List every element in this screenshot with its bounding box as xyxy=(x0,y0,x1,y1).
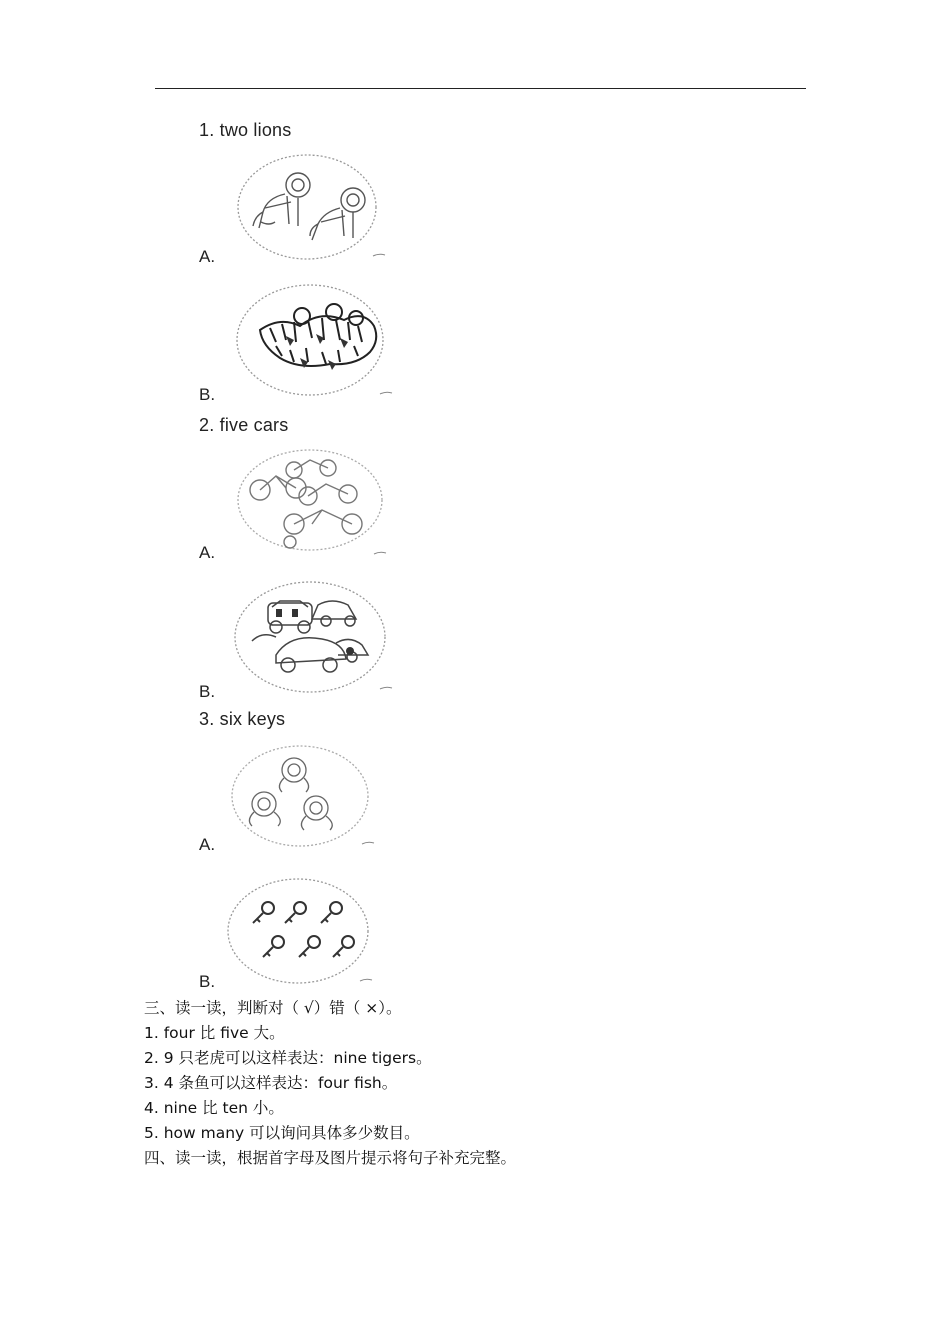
option-2a-letter: A. xyxy=(199,543,216,562)
two-lions-picture xyxy=(235,150,395,265)
section-3-item-3: 3. 4 条鱼可以这样表达：four fish。 xyxy=(144,1074,398,1092)
section-3-item-5: 5. how many 可以询问具体多少数目。 xyxy=(144,1124,420,1142)
section-4-title: 四、读一读，根据首字母及图片提示将句子补充完整。 xyxy=(144,1149,517,1167)
question-2-label: 2. five cars xyxy=(199,415,289,435)
tigers-group-picture xyxy=(230,280,400,400)
bicycles-picture xyxy=(228,448,398,563)
three-lions-heads-picture xyxy=(228,742,383,852)
option-1a-letter: A. xyxy=(199,247,216,266)
option-1b-letter: B. xyxy=(199,385,216,404)
question-3-label: 3. six keys xyxy=(199,709,286,729)
section-3-item-1: 1. four 比 five 大。 xyxy=(144,1024,285,1042)
cars-picture xyxy=(226,575,398,697)
option-3a-letter: A. xyxy=(199,835,216,854)
section-3-title: 三、读一读，判断对（ √）错（ ×）。 xyxy=(144,999,402,1017)
six-keys-picture xyxy=(226,875,386,990)
section-3-item-4: 4. nine 比 ten 小。 xyxy=(144,1099,284,1117)
header-rule xyxy=(155,88,806,89)
question-1-label: 1. two lions xyxy=(199,120,292,140)
option-3b-letter: B. xyxy=(199,972,216,991)
section-3-item-2: 2. 9 只老虎可以这样表达：nine tigers。 xyxy=(144,1049,432,1067)
option-2b-letter: B. xyxy=(199,682,216,701)
